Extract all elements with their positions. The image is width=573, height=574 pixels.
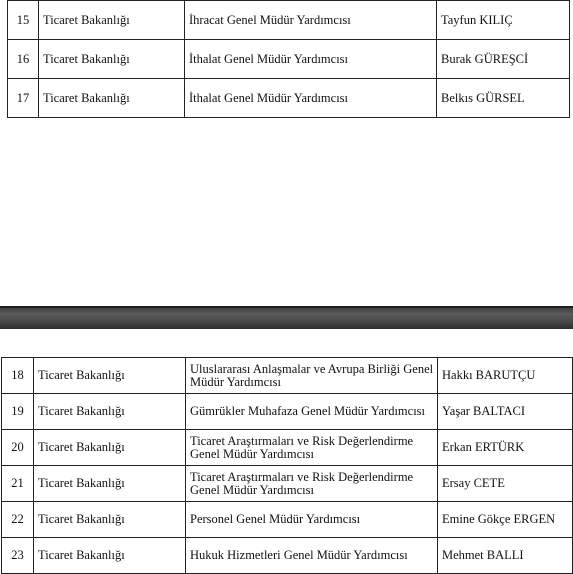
position-cell: Personel Genel Müdür Yardımcısı xyxy=(186,502,438,538)
ministry-cell: Ticaret Bakanlığı xyxy=(34,466,186,502)
row-number: 18 xyxy=(2,358,34,394)
row-number: 15 xyxy=(8,1,39,40)
ministry-cell: Ticaret Bakanlığı xyxy=(34,538,186,574)
row-number: 20 xyxy=(2,430,34,466)
position-cell: İhracat Genel Müdür Yardımcısı xyxy=(185,1,437,40)
position-cell: İthalat Genel Müdür Yardımcısı xyxy=(185,79,437,118)
name-cell: Ersay CETE xyxy=(438,466,573,502)
table-row xyxy=(2,538,573,574)
position-cell: Ticaret Araştırmaları ve Risk Değerlendirme Genel Müdür Yardımcısı xyxy=(186,466,438,502)
row-number: 16 xyxy=(8,40,39,79)
position-cell: Hukuk Hizmetleri Genel Müdür Yardımcısı xyxy=(186,538,438,574)
position-cell: İthalat Genel Müdür Yardımcısı xyxy=(185,40,437,79)
table-row xyxy=(2,502,573,538)
table-row xyxy=(8,1,570,40)
ministry-cell: Ticaret Bakanlığı xyxy=(39,40,185,79)
row-number: 17 xyxy=(8,79,39,118)
position-cell: Ticaret Araştırmaları ve Risk Değerlendirme Genel Müdür Yardımcısı xyxy=(186,430,438,466)
appointments-table-top xyxy=(7,0,570,118)
table-row xyxy=(8,79,570,118)
table-row xyxy=(2,430,573,466)
row-number: 19 xyxy=(2,394,34,430)
row-number: 23 xyxy=(2,538,34,574)
table-row xyxy=(2,358,573,394)
table-row xyxy=(2,466,573,502)
ministry-cell: Ticaret Bakanlığı xyxy=(39,79,185,118)
ministry-cell: Ticaret Bakanlığı xyxy=(34,502,186,538)
ministry-cell: Ticaret Bakanlığı xyxy=(34,430,186,466)
ministry-cell: Ticaret Bakanlığı xyxy=(39,1,185,40)
name-cell: Mehmet BALLI xyxy=(438,538,573,574)
name-cell: Belkıs GÜRSEL xyxy=(437,79,570,118)
appointments-table-bottom xyxy=(1,357,573,574)
table-row xyxy=(8,40,570,79)
name-cell: Erkan ERTÜRK xyxy=(438,430,573,466)
name-cell: Hakkı BARUTÇU xyxy=(438,358,573,394)
document-page-bottom xyxy=(0,329,573,573)
table-row xyxy=(2,394,573,430)
page-separator xyxy=(0,306,573,329)
row-number: 21 xyxy=(2,466,34,502)
position-cell: Uluslararası Anlaşmalar ve Avrupa Birliği Genel Müdür Yardımcısı xyxy=(186,358,438,394)
name-cell: Yaşar BALTACI xyxy=(438,394,573,430)
ministry-cell: Ticaret Bakanlığı xyxy=(34,358,186,394)
name-cell: Tayfun KILIÇ xyxy=(437,1,570,40)
row-number: 22 xyxy=(2,502,34,538)
name-cell: Burak GÜREŞCİ xyxy=(437,40,570,79)
name-cell: Emine Gökçe ERGEN xyxy=(438,502,573,538)
position-cell: Gümrükler Muhafaza Genel Müdür Yardımcısı xyxy=(186,394,438,430)
ministry-cell: Ticaret Bakanlığı xyxy=(34,394,186,430)
